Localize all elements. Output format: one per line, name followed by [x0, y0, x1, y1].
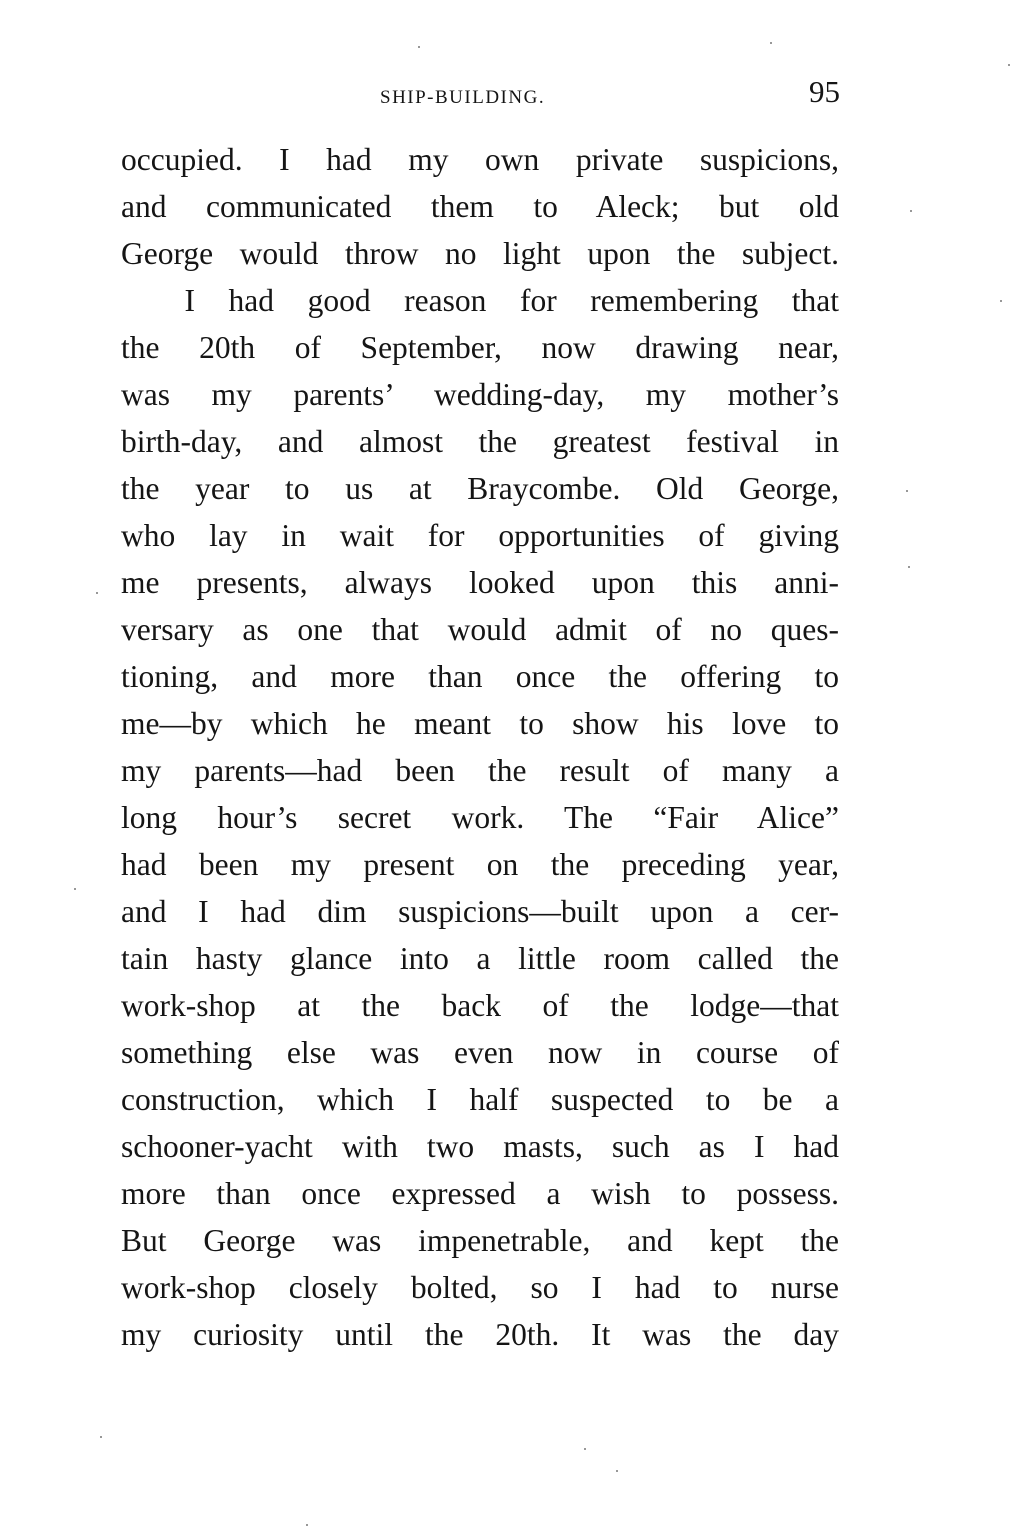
text-line: the year to us at Braycombe. Old George, [121, 471, 839, 506]
text-line: work-shop closely bolted, so I had to nurse [121, 1270, 839, 1305]
text-line: was my parents’ wedding-day, my mother’s [121, 377, 839, 412]
text-line: long hour’s secret work. The “Fair Alice” [121, 800, 839, 835]
body-text [121, 136, 839, 1358]
text-line: my parents—had been the result of many a [121, 753, 839, 788]
running-title: SHIP-BUILDING. [380, 87, 546, 108]
text-line: the 20th of September, now drawing near, [121, 330, 839, 365]
text-line: occupied. I had my own private suspicions, [121, 142, 839, 177]
text-line: me presents, always looked upon this anni- [121, 565, 839, 600]
text-line: versary as one that would admit of no ques- [121, 612, 839, 647]
scan-speck [908, 566, 910, 568]
scan-speck [74, 888, 76, 890]
scan-speck [770, 42, 772, 44]
text-line: something else was even now in course of [121, 1035, 839, 1070]
scan-speck [1000, 300, 1002, 302]
text-line: tioning, and more than once the offering to [121, 659, 839, 694]
text-line: schooner-yacht with two masts, such as I had [121, 1129, 839, 1164]
text-line: my curiosity until the 20th. It was the day [121, 1317, 839, 1352]
scan-speck [1008, 64, 1010, 66]
text-line: had been my present on the preceding year, [121, 847, 839, 882]
scan-speck [906, 490, 908, 492]
text-line: who lay in wait for opportunities of giving [121, 518, 839, 553]
scan-speck [306, 1524, 308, 1526]
text-line: me—by which he meant to show his love to [121, 706, 839, 741]
scan-speck [584, 1448, 586, 1450]
scan-speck [910, 210, 912, 212]
text-line: and I had dim suspicions—built upon a cer- [121, 894, 839, 929]
text-line: birth-day, and almost the greatest festival in [121, 424, 839, 459]
text-line: George would throw no light upon the subject. [121, 236, 839, 271]
text-line: and communicated them to Aleck; but old [121, 189, 839, 224]
scan-speck [100, 1436, 102, 1438]
text-line: But George was impenetrable, and kept the [121, 1223, 839, 1258]
text-line: more than once expressed a wish to possess. [121, 1176, 839, 1211]
page-number: 95 [809, 74, 840, 109]
scan-speck [616, 1470, 618, 1472]
text-line: construction, which I half suspected to be a [121, 1082, 839, 1117]
running-header [0, 74, 1029, 114]
text-line: work-shop at the back of the lodge—that [121, 988, 839, 1023]
scan-speck [418, 46, 420, 48]
scan-speck [96, 592, 98, 594]
text-line: I had good reason for remembering that [153, 283, 839, 318]
text-line: tain hasty glance into a little room called the [121, 941, 839, 976]
